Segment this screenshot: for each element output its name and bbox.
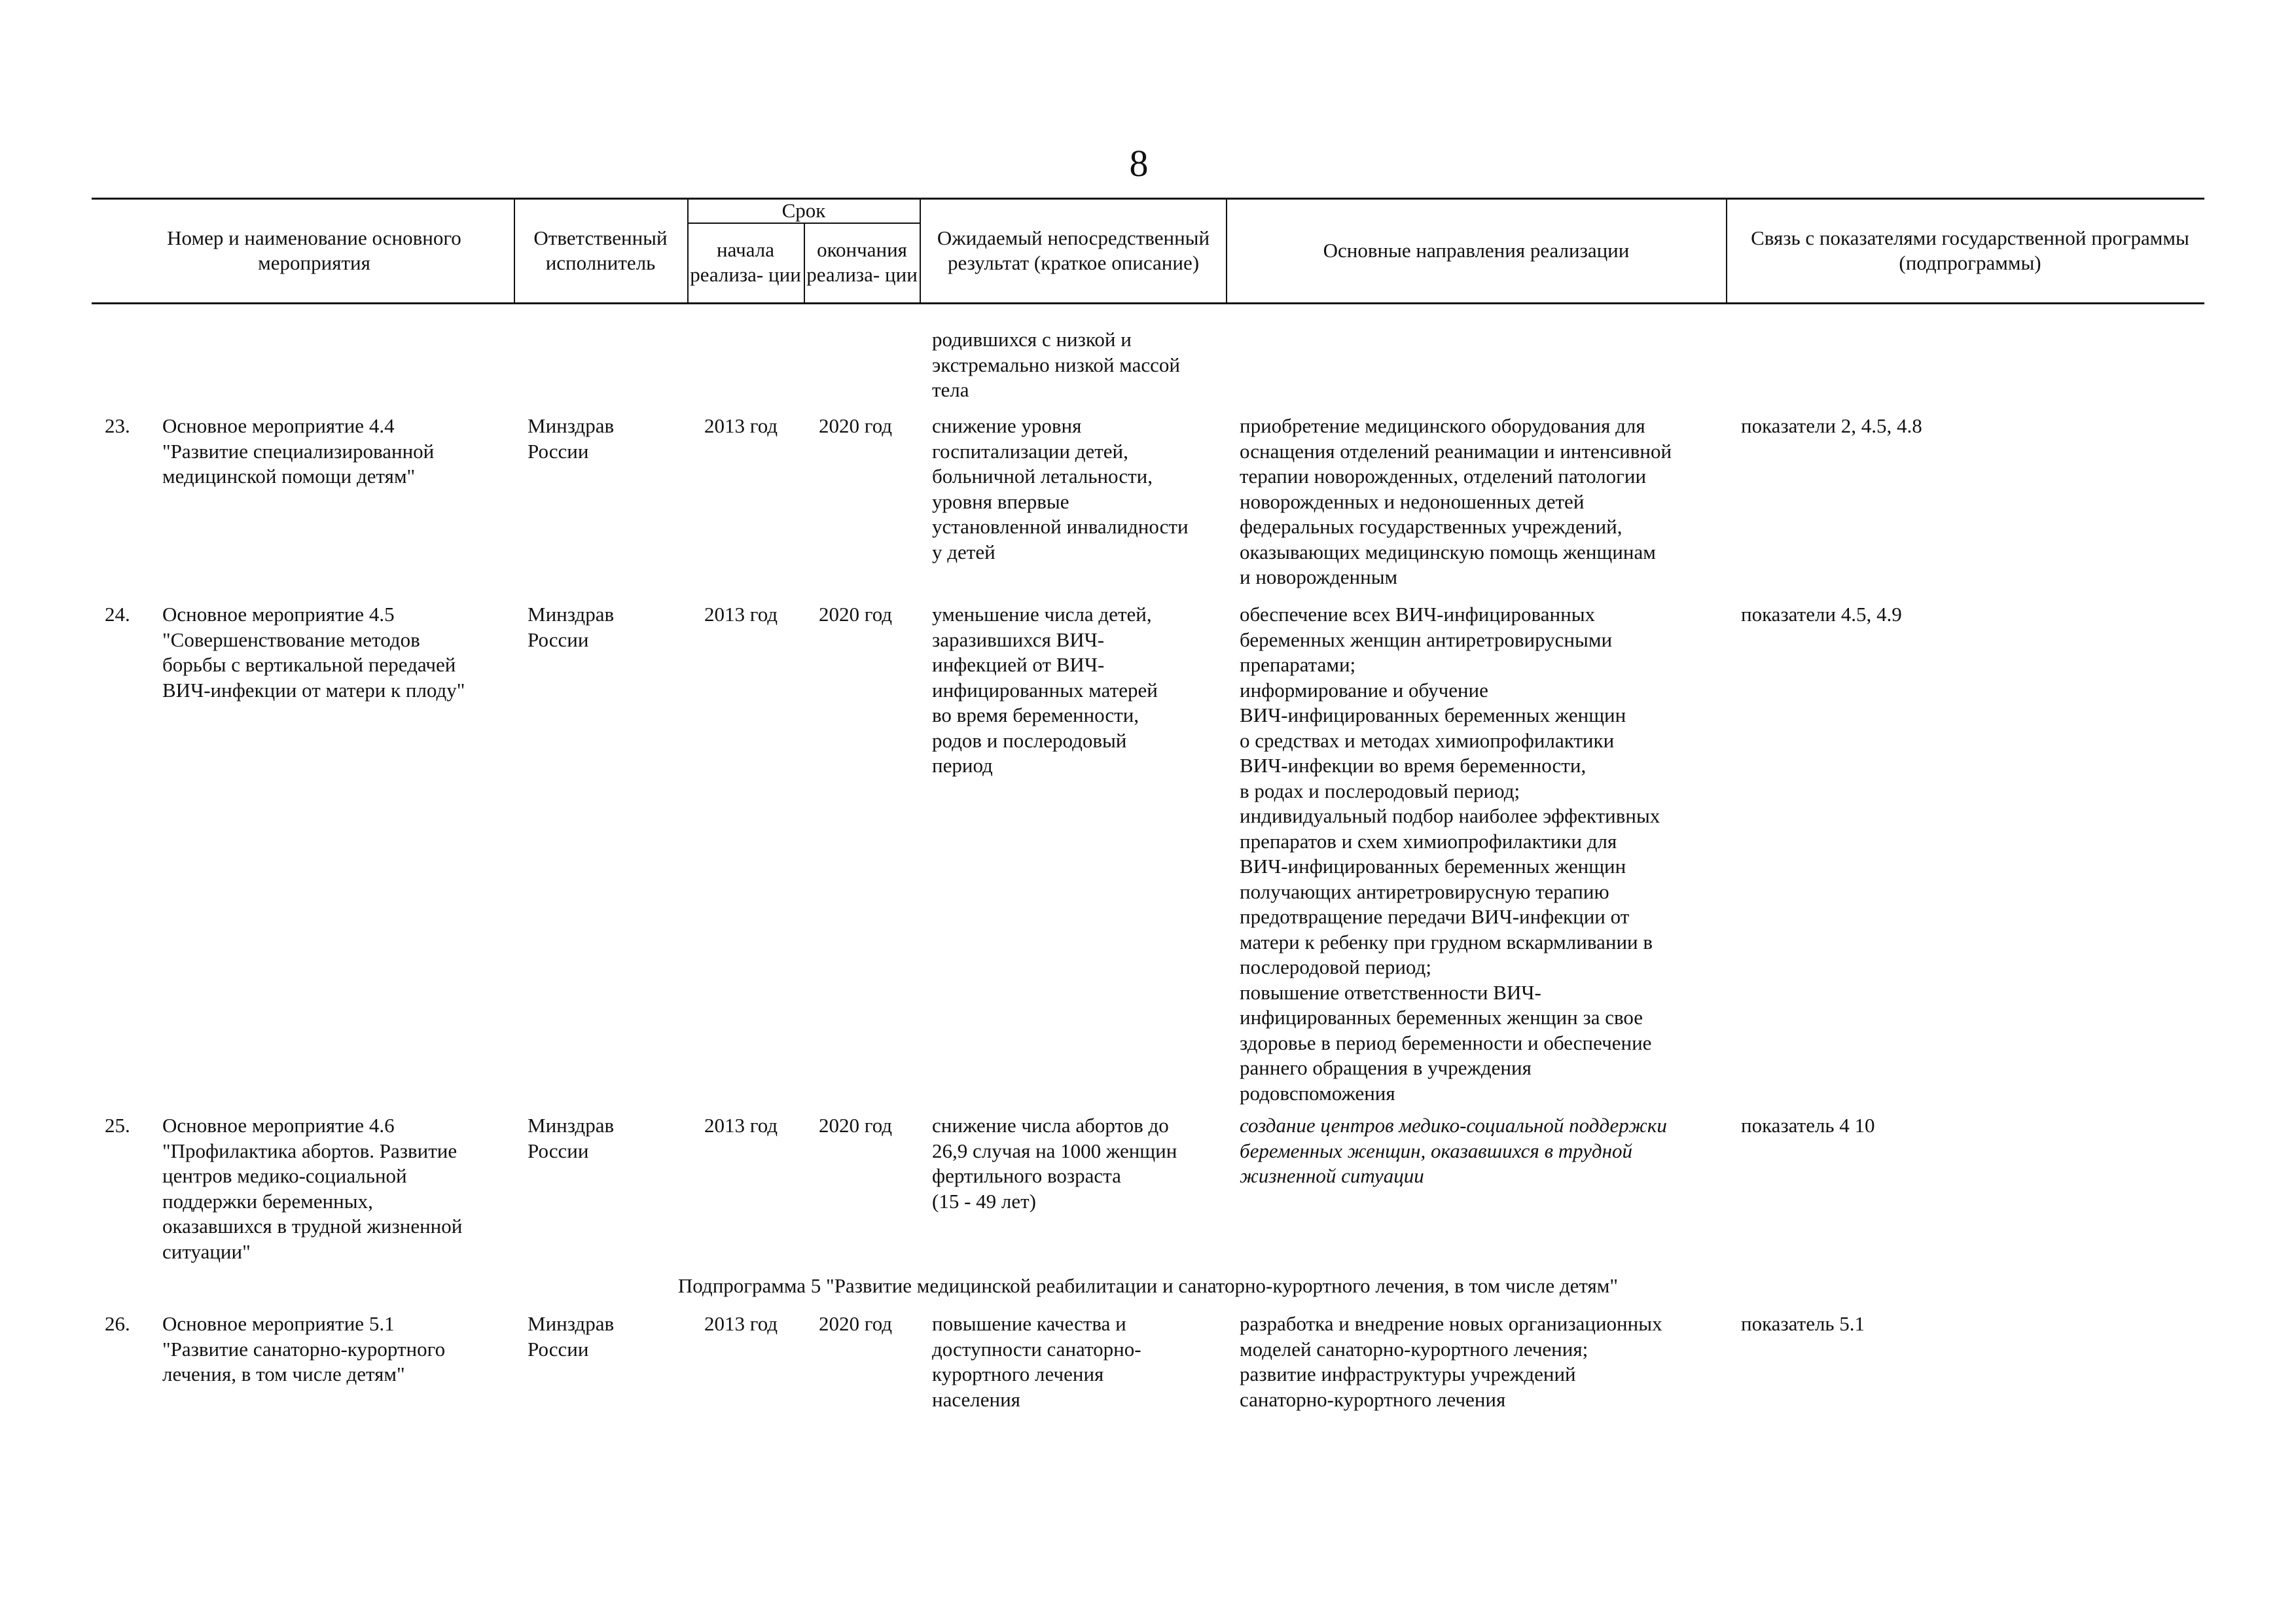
header-divider [1226,198,1227,302]
continuation-result: родившихся с низкой и экстремально низкой массой тела [932,328,1180,401]
row-directions: создание центров медико-социальной поддержки беременных женщин, оказавшихся в трудной жизненной ситуации [1240,1114,1667,1187]
row-start: 2013 год [704,603,778,626]
header-name: Номер и наименование основного мероприятия [167,226,461,274]
header-divider [920,198,921,302]
header-result: Ожидаемый непосредственный результат (краткое описание) [937,226,1210,274]
row-executor: Минздрав России [528,414,615,463]
row-number: 23. [105,414,130,437]
row-result: снижение уровня госпитализации детей, больничной летальности, уровня впервые установленной инвалидности у детей [932,414,1189,563]
row-link: показатели 4.5, 4.9 [1741,603,1902,626]
header-end: окончания реализа- ции [806,238,918,286]
header-bottom-rule [92,302,2204,304]
header-directions: Основные направления реализации [1323,238,1630,262]
row-number: 24. [105,603,130,626]
row-end: 2020 год [819,414,893,437]
row-executor: Минздрав России [528,1312,615,1361]
row-directions: обеспечение всех ВИЧ-инфицированных беременных женщин антиретровирусными препаратами; информирование и обучение ВИЧ-инфицированных беременных женщин о средствах и методах химиопрофилактики ВИЧ-инфекции во время беременности, в родах и послеродовый период; индивидуальный подбор наиболее эффективных препаратов и схем химиопрофилактики для ВИЧ-инфицированных беременных женщин получающих антиретровирусную терапию предотвращение передачи ВИЧ-инфекции от матери к ребенку при грудном вскармливании в послеродовой период; повышение ответственности ВИЧ- инфицированных беременных женщин за свое здоровье в период беременности и обеспечение раннего обращения в учреждения родовспоможения [1240,603,1660,1105]
row-executor: Минздрав России [528,1114,615,1162]
row-end: 2020 год [819,1114,893,1137]
row-start: 2013 год [704,414,778,437]
header-executor: Ответственный исполнитель [533,226,668,274]
row-result: повышение качества и доступности санаторно- курортного лечения населения [932,1312,1141,1411]
header-term: Срок [781,199,826,222]
row-end: 2020 год [819,1312,893,1335]
header-start: начала реализа- ции [690,238,801,286]
row-start: 2013 год [704,1114,778,1137]
row-number: 26. [105,1312,130,1335]
row-link: показатели 2, 4.5, 4.8 [1741,414,1922,437]
row-link: показатель 4 10 [1741,1114,1875,1137]
row-name: Основное мероприятие 4.5 "Совершенствование методов борьбы с вертикальной передачей ВИЧ-инфекции от матери к плоду" [162,603,465,702]
header-divider [514,198,515,302]
row-result: снижение числа абортов до 26,9 случая на 1000 женщин фертильного возраста (15 - 49 лет) [932,1114,1177,1213]
page-number: 8 [1129,142,1149,185]
row-directions: приобретение медицинского оборудования для оснащения отделений реанимации и интенсивной терапии новорожденных, отделений патологии новорожденных и недоношенных детей федеральных государственных учреждений, оказывающих медицинскую помощь женщинам и новорожденным [1240,414,1672,588]
row-name: Основное мероприятие 4.4 "Развитие специализированной медицинской помощи детям" [162,414,435,488]
row-executor: Минздрав России [528,603,615,651]
subprogram-heading: Подпрограмма 5 "Развитие медицинской реабилитации и санаторно-курортного лечения, в том числе детям" [677,1274,1619,1297]
header-link: Связь с показателями государственной программы (подпрограммы) [1751,226,2189,274]
row-number: 25. [105,1114,130,1137]
row-name: Основное мероприятие 5.1 "Развитие санаторно-курортного лечения, в том числе детям" [162,1312,446,1385]
row-link: показатель 5.1 [1741,1312,1865,1335]
row-name: Основное мероприятие 4.6 "Профилактика абортов. Развитие центров медико-социальной поддержки беременных, оказавшихся в трудной жизненной ситуации" [162,1114,463,1263]
row-result: уменьшение числа детей, заразившихся ВИЧ- инфекцией от ВИЧ- инфицированных матерей во время беременности, родов и послеродовый период [932,603,1158,777]
header-divider [1726,198,1727,302]
row-directions: разработка и внедрение новых организационных моделей санаторно-курортного лечения; развитие инфраструктуры учреждений санаторно-курортного лечения [1240,1312,1662,1411]
row-start: 2013 год [704,1312,778,1335]
row-end: 2020 год [819,603,893,626]
